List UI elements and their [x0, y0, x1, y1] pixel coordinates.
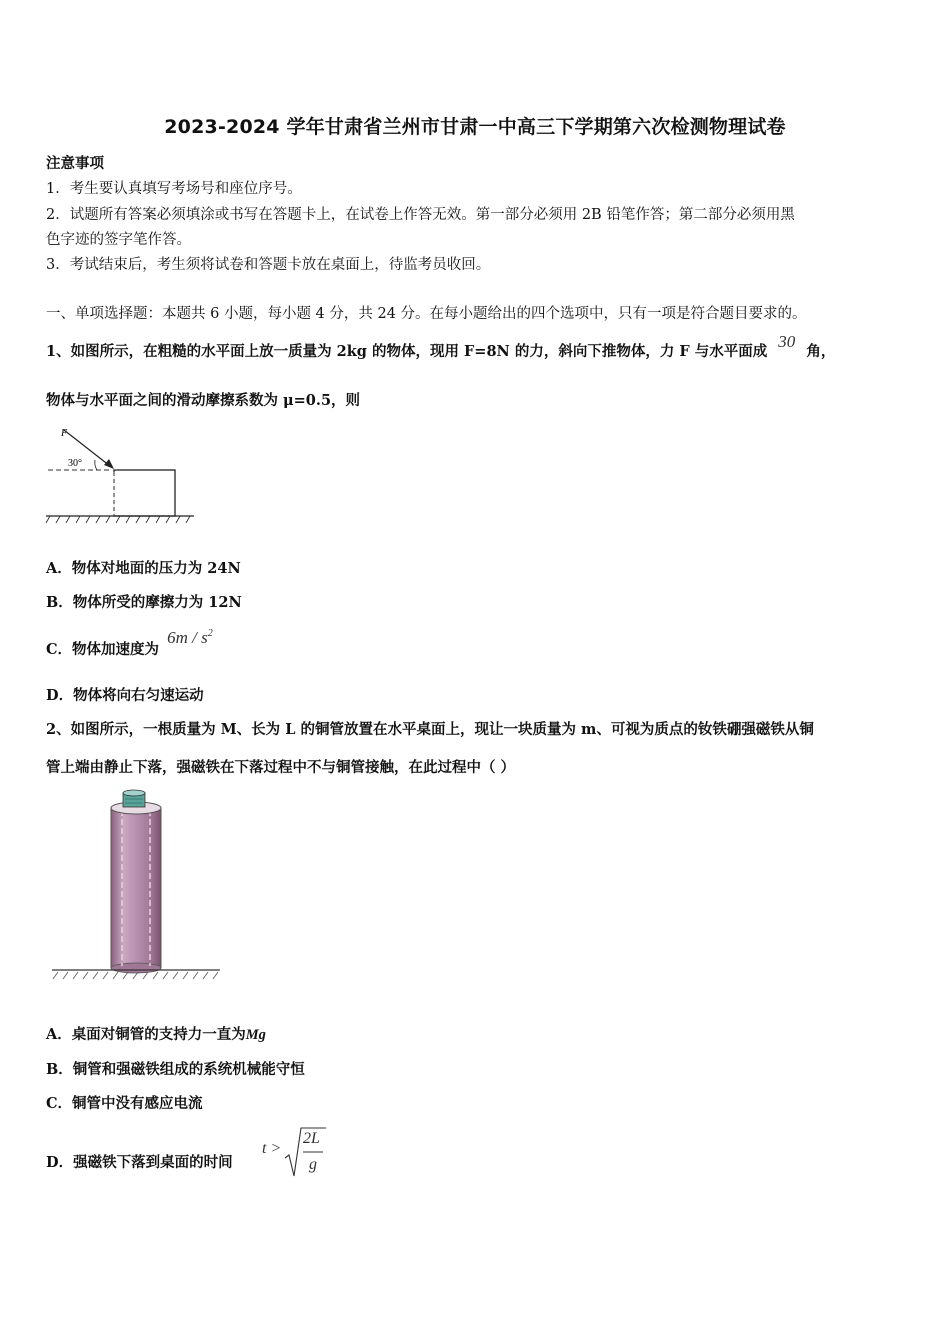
q2-option-b: B．铜管和强磁铁组成的系统机械能守恒 — [46, 1061, 305, 1078]
block — [114, 470, 175, 516]
notice-item-2: 2．试题所有答案必须填涂或书写在答题卡上，在试卷上作答无效。第一部分必须用 2B 铅笔作答；第二部分必须用黑 — [46, 207, 795, 223]
q2-option-d-t: t > — [262, 1140, 282, 1157]
q1-option-c-math: 6m / s — [167, 628, 208, 647]
page-title: 2023-2024 学年甘肃省兰州市甘肃一中高三下学期第六次检测物理试卷 — [164, 116, 786, 138]
q1-stem-line1 — [46, 332, 836, 361]
angle-arc — [95, 460, 97, 470]
q2-stem-line1: 2、如图所示，一根质量为 M、长为 L 的铜管放置在水平桌面上，现让一块质量为 m、可视为质点的钕铁硼强磁铁从铜 — [46, 721, 814, 738]
q1-angle-value: 30 — [778, 332, 796, 351]
q1-stem-line2: 物体与水平面之间的滑动摩擦系数为 μ=0.5，则 — [46, 392, 361, 409]
q1-option-c — [46, 628, 213, 659]
q2-option-d-numerator: 2L — [303, 1130, 320, 1147]
q2-option-a-text: A．桌面对铜管的支持力一直为 — [46, 1026, 246, 1043]
q1-option-b: B．物体所受的摩擦力为 12N — [46, 594, 242, 611]
q1-option-d: D．物体将向右匀速运动 — [46, 687, 204, 704]
q1-stem-part-a: 1、如图所示，在粗糙的水平面上放一质量为 2kg 的物体，现用 F=8N 的力，斜向下推物体，力 F 与水平面成 — [46, 343, 768, 360]
copper-tube — [111, 808, 161, 968]
q2-option-c: C．铜管中没有感应电流 — [46, 1095, 203, 1112]
q2-option-d-text: D．强磁铁下落到桌面的时间 — [46, 1154, 233, 1171]
q2-option-a-math: Mg — [245, 1027, 266, 1043]
q2-stem-line2: 管上端由静止下落，强磁铁在下落过程中不与铜管接触，在此过程中（ ） — [46, 759, 516, 776]
force-arrowhead — [104, 459, 114, 469]
notice-item-1: 1．考生要认真填写考场号和座位序号。 — [46, 181, 302, 197]
q1-figure — [44, 422, 196, 530]
section-heading: 一、单项选择题：本题共 6 小题，每小题 4 分，共 24 分。在每小题给出的四个选项中，只有一项是符合题目要求的。 — [46, 306, 807, 322]
q2-option-d — [46, 1151, 233, 1172]
notice-heading: 注意事项 — [46, 155, 104, 172]
force-label: F — [61, 428, 68, 439]
ground-hatching — [46, 516, 190, 523]
q2-option-d-denominator: g — [309, 1156, 317, 1173]
angle-label: 30° — [68, 458, 82, 469]
q1-stem-part-b: 角， — [806, 343, 836, 360]
q1-option-c-exponent: 2 — [207, 628, 213, 640]
q2-option-a — [46, 1023, 266, 1044]
q2-figure — [50, 790, 222, 986]
q1-option-a: A．物体对地面的压力为 24N — [46, 560, 241, 577]
notice-item-3: 3．考试结束后，考生须将试卷和答题卡放在桌面上，待监考员收回。 — [46, 257, 491, 273]
notice-item-2-cont: 色字迹的签字笔作答。 — [46, 232, 191, 248]
q1-option-c-text: C．物体加速度为 — [46, 641, 160, 658]
